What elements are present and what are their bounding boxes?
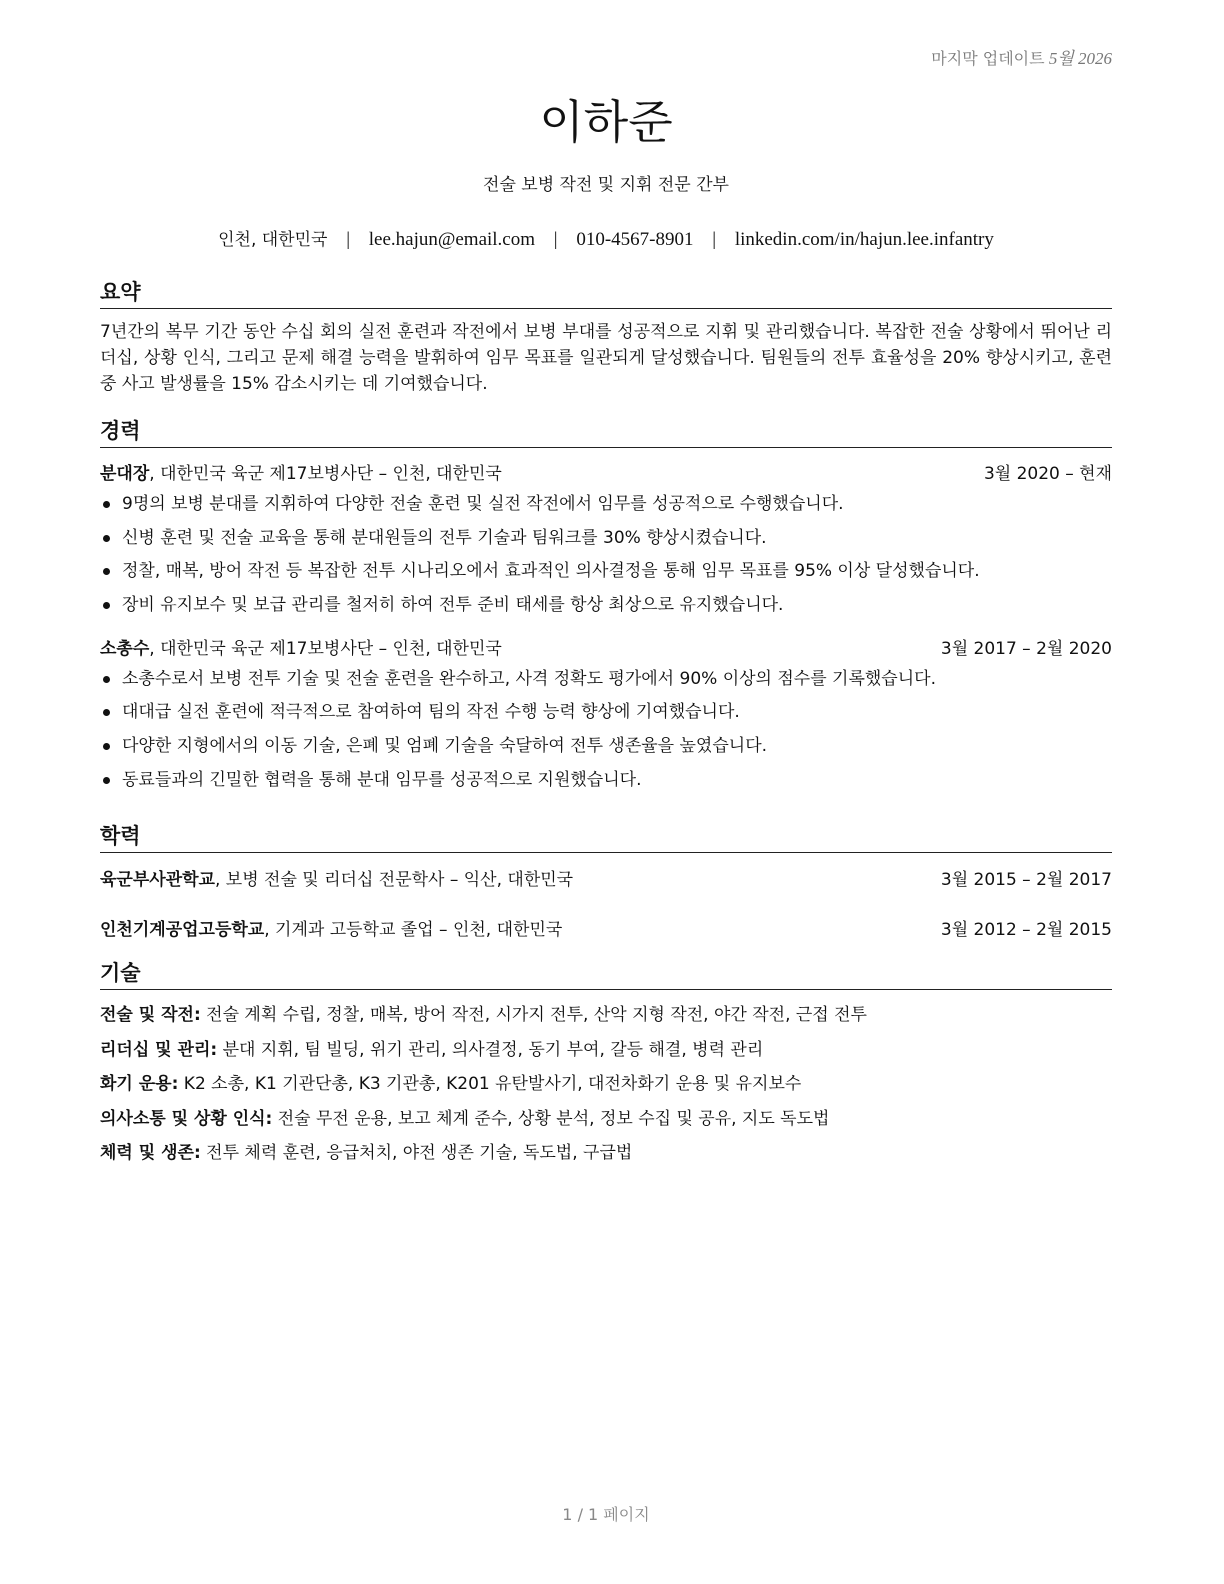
contact-separator: | xyxy=(346,229,350,250)
section-title-education: 학력 xyxy=(100,822,1112,853)
education-entry xyxy=(100,917,1112,943)
skill-label: 리더십 및 관리: xyxy=(100,1039,218,1060)
contact-linkedin[interactable]: linkedin.com/in/hajun.lee.infantry xyxy=(734,229,994,250)
bullet-item: 다양한 지형에서의 이동 기술, 은폐 및 엄폐 기술을 숙달하여 전투 생존율을 높였습니다. xyxy=(100,733,1112,759)
job-organization: , 대한민국 육군 제17보병사단 – 인천, 대한민국 xyxy=(149,464,502,484)
bullet-item: 동료들과의 긴밀한 협력을 통해 분대 임무를 성공적으로 지원했습니다. xyxy=(100,767,1112,793)
skill-label: 체력 및 생존: xyxy=(100,1143,201,1164)
job-dates: 3월 2020 – 현재 xyxy=(983,464,1112,484)
contact-separator: | xyxy=(553,229,558,250)
skill-row xyxy=(100,1002,1112,1028)
skill-label: 의사소통 및 상황 인식: xyxy=(100,1108,273,1129)
bullet-item: 소총수로서 보병 전투 기술 및 전술 훈련을 완수하고, 사격 정확도 평가에서 90% 이상의 점수를 기록했습니다. xyxy=(100,666,1112,692)
school-detail: , 기계과 고등학교 졸업 – 인천, 대한민국 xyxy=(264,920,563,940)
resume-page xyxy=(100,0,1112,1584)
school-detail: , 보병 전술 및 리더십 전문학사 – 익산, 대한민국 xyxy=(214,870,574,890)
experience-entry xyxy=(100,636,1112,793)
summary-text: 7년간의 복무 기간 동안 수십 회의 실전 훈련과 작전에서 보병 부대를 성공적으로 지휘 및 관리했습니다. 복잡한 전술 상황에서 뛰어난 리더십, 상황 인식, 그리고 문제 해결 능력을 발휘하여 임무 목표를 일관되게 달성했습니다. 팀원들의 전투 효율성을 20% 향상시키고, 훈련 중 사고 발생률을 15% 감소시키는 데 기여했습니다. xyxy=(100,322,1112,394)
skill-row xyxy=(100,1071,1112,1097)
contact-location: 인천, 대한민국 xyxy=(218,230,328,250)
last-updated-label: 마지막 업데이트 xyxy=(931,49,1045,68)
skill-label: 화기 운용: xyxy=(100,1074,179,1095)
school-name: 인천기계공업고등학교 xyxy=(100,920,265,940)
section-title-summary: 요약 xyxy=(100,278,1112,309)
skill-row xyxy=(100,1037,1112,1063)
contact-separator: | xyxy=(712,229,717,250)
contact-phone: 010-4567-8901 xyxy=(576,229,694,250)
school-dates: 3월 2012 – 2월 2015 xyxy=(940,920,1112,940)
entry-header xyxy=(100,461,1112,487)
school-dates: 3월 2015 – 2월 2017 xyxy=(940,870,1112,890)
page-indicator: 1 / 1 페이지 xyxy=(562,1505,650,1524)
job-organization: , 대한민국 육군 제17보병사단 – 인천, 대한민국 xyxy=(149,638,502,659)
section-title-experience: 경력 xyxy=(100,417,1112,448)
last-updated-date: 5월 2026 xyxy=(1048,49,1112,68)
skill-value: 전술 계획 수립, 정찰, 매복, 방어 작전, 시가지 전투, 산악 지형 작전, 야간 작전, 근접 전투 xyxy=(200,1005,867,1025)
entry-header xyxy=(100,636,1112,662)
skill-value: 전투 체력 훈련, 응급처치, 야전 생존 기술, 독도법, 구급법 xyxy=(200,1143,633,1164)
job-title: 분대장 xyxy=(100,464,150,484)
summary-section xyxy=(100,278,1112,397)
bullet-item: 9명의 보병 분대를 지휘하여 다양한 전술 훈련 및 실전 작전에서 임무를 성공적으로 수행했습니다. xyxy=(100,491,1112,517)
job-bullets xyxy=(100,491,1112,618)
bullet-item: 대대급 실전 훈련에 적극적으로 참여하여 팀의 작전 수행 능력 향상에 기여했습니다. xyxy=(100,699,1112,725)
last-updated xyxy=(931,44,1112,69)
bullet-item: 장비 유지보수 및 보급 관리를 철저히 하여 전투 준비 태세를 항상 최상으로 유지했습니다. xyxy=(100,592,1112,618)
education-entry xyxy=(100,867,1112,893)
skill-row xyxy=(100,1106,1112,1132)
job-dates: 3월 2017 – 2월 2020 xyxy=(940,638,1112,659)
contact-email[interactable]: lee.hajun@email.com xyxy=(368,229,536,250)
section-title-skills: 기술 xyxy=(100,959,1112,990)
skill-value: K2 소총, K1 기관단총, K3 기관총, K201 유탄발사기, 대전차화기 운용 및 유지보수 xyxy=(178,1074,802,1095)
experience-entry xyxy=(100,461,1112,618)
job-title: 소총수 xyxy=(100,638,150,659)
skill-value: 전술 무전 운용, 보고 체계 준수, 상황 분석, 정보 수집 및 공유, 지도 독도법 xyxy=(272,1108,830,1129)
skills-list xyxy=(100,1002,1112,1166)
job-bullets xyxy=(100,666,1112,793)
contact-line xyxy=(100,225,1112,251)
bullet-item: 정찰, 매복, 방어 작전 등 복잡한 전투 시나리오에서 효과적인 의사결정을 통해 임무 목표를 95% 이상 달성했습니다. xyxy=(100,558,1112,584)
candidate-headline: 전술 보병 작전 및 지휘 전문 간부 xyxy=(483,175,729,195)
school-name: 육군부사관학교 xyxy=(100,870,215,890)
skills-section xyxy=(100,959,1112,1175)
candidate-name: 이하준 xyxy=(539,95,673,149)
skill-value: 분대 지휘, 팀 빌딩, 위기 관리, 의사결정, 동기 부여, 갈등 해결, 병력 관리 xyxy=(217,1039,764,1060)
education-section xyxy=(100,822,1112,943)
bullet-item: 신병 훈련 및 전술 교육을 통해 분대원들의 전투 기술과 팀워크를 30% 향상시켰습니다. xyxy=(100,525,1112,551)
experience-section xyxy=(100,417,1112,800)
skill-row xyxy=(100,1140,1112,1166)
skill-label: 전술 및 작전: xyxy=(100,1005,201,1025)
